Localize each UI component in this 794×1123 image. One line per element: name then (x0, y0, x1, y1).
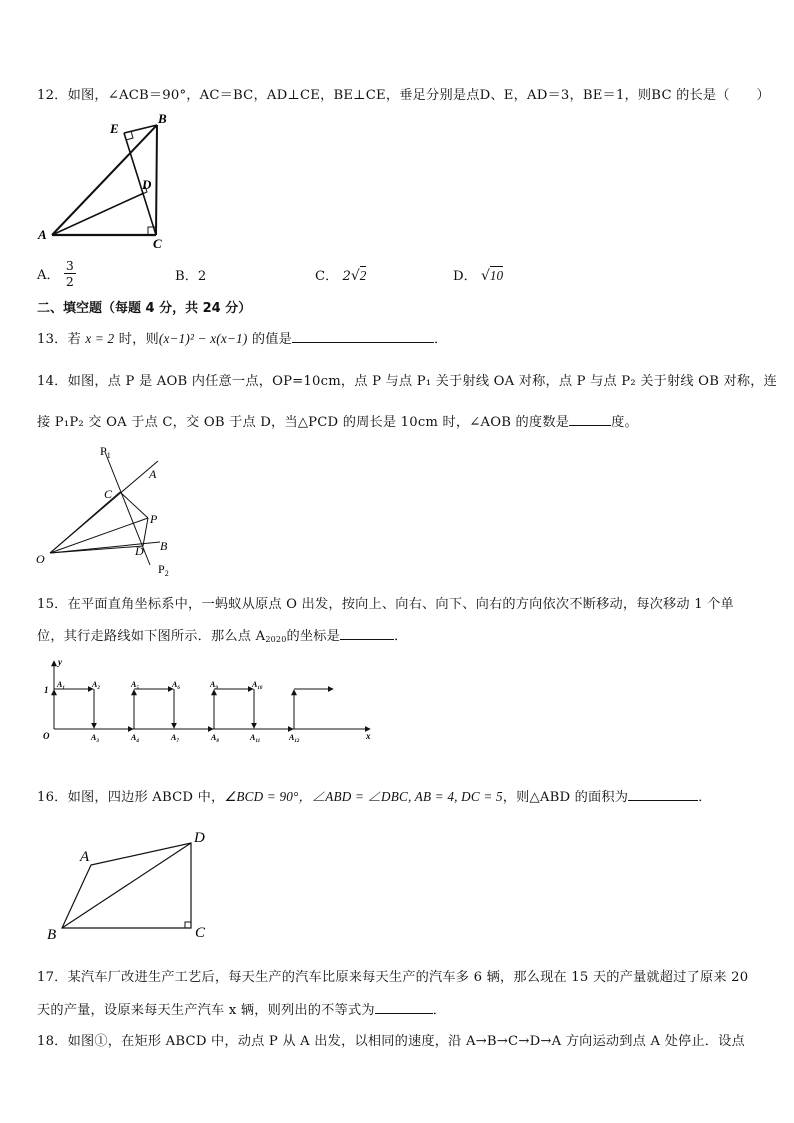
q12-label-C: C (153, 236, 162, 251)
q14-figure (36, 443, 186, 578)
q13-answer-blank[interactable] (292, 330, 434, 343)
q12-label-A: A (38, 227, 47, 242)
q17-stem-line1: 17．某汽车厂改进生产工艺后，每天生产的汽车比原来每天生产的汽车多 6 辆，那么现在 15 天的产量就超过了原来 20 (37, 970, 749, 985)
q16-label-D: D (194, 830, 205, 846)
q15-origin-label: O (43, 731, 50, 741)
q15-label-A12: $A_{12}$ (289, 733, 300, 744)
option-a-label: A． (37, 268, 60, 283)
q12-option-d (453, 265, 503, 284)
q14-label-O: O (36, 552, 45, 566)
q15-stem-line1: 15．在平面直角坐标系中，一蚂蚁从原点 O 出发，按向上、向右、向下、向右的方向依次不断移动，每次移动 1 个单 (37, 597, 734, 612)
q16-answer-blank[interactable] (628, 788, 698, 801)
option-b-label: B． (175, 269, 198, 284)
q16-stem: 16．如图，四边形 ABCD 中，∠BCD = 90°，∠ABD = ∠DBC, AB = 4, DC = 5，则△ABD 的面积为 ． (37, 789, 712, 805)
option-c-coefficient: 2 (342, 269, 351, 284)
q13-expression: (x−1)² − x(x−1) (158, 331, 248, 346)
q14-label-P2: $P_2$ (158, 562, 169, 578)
q16-condition: ∠BCD = 90°，∠ABD = ∠DBC, AB = 4, DC = 5 (224, 789, 503, 804)
q12-label-D: D (142, 177, 152, 192)
q15-stem-line2: 位，其行走路线如下图所示．那么点 A2020的坐标是 ． (37, 629, 408, 644)
q13-condition: x = 2 (85, 331, 115, 346)
q14-answer-blank[interactable] (569, 413, 611, 426)
q15-label-A3: $A_3$ (91, 733, 99, 744)
q12-option-c (315, 265, 366, 284)
q14-label-B: B (160, 539, 168, 553)
q12-stem: 12．如图，∠ACB＝90°，AC＝BC，AD⊥CE，BE⊥CE，垂足分别是点D、E，AD＝3，BE＝1，则BC 的长是（ ） (37, 88, 770, 103)
q14-label-A: A (149, 467, 157, 481)
option-c-sqrt: √2 (350, 268, 367, 284)
q12-figure (36, 111, 176, 251)
q14-label-P: P (150, 512, 158, 526)
q15-label-A1: $A_1$ (57, 680, 65, 691)
q18-stem-line1: 18．如图①，在矩形 ABCD 中，动点 P 从 A 出发，以相同的速度，沿 A→B→C→D→A 方向运动到点 A 处停止．设点 (37, 1034, 745, 1049)
q15-label-A8: $A_8$ (211, 733, 219, 744)
option-a-fraction (64, 258, 76, 289)
q13-stem: 13．若 x = 2 时，则(x−1)² − x(x−1) 的值是 ． (37, 331, 448, 347)
q14-label-P1: $P_1$ (100, 444, 111, 460)
q15-label-A11: $A_{11}$ (250, 733, 261, 744)
q15-axis-y-label: y (58, 657, 62, 667)
q16-figure (44, 825, 219, 945)
q15-label-A9: $A_9$ (210, 680, 218, 691)
section-title: 二、填空题（每题 4 分，共 24 分） (37, 301, 252, 316)
option-a-denominator: 2 (65, 274, 74, 289)
q15-tick-1: 1 (44, 685, 49, 695)
q15-label-A5: $A_5$ (131, 680, 139, 691)
q12-option-a (37, 258, 76, 289)
q14-label-C: C (104, 487, 113, 501)
q15-label-A2: $A_2$ (92, 680, 100, 691)
option-a-numerator: 3 (65, 258, 74, 273)
option-d-sqrt: √10 (480, 268, 504, 284)
q12-option-b (175, 265, 206, 284)
q15-answer-blank[interactable] (340, 627, 394, 640)
q17-answer-blank[interactable] (375, 1001, 433, 1014)
q14-stem-line1: 14．如图，点 P 是 AOB 内任意一点，OP=10cm，点 P 与点 P₁ 关于射线 OA 对称，点 P 与点 P₂ 关于射线 OB 对称，连 (37, 374, 778, 389)
q14-stem-line2: 接 P₁P₂ 交 OA 于点 C，交 OB 于点 D，当△PCD 的周长是 10cm 时，∠AOB 的度数是 度。 (37, 415, 638, 430)
q12-label-B: B (158, 111, 167, 126)
option-b-value: 2 (197, 269, 207, 284)
q15-label-A4: $A_4$ (131, 733, 139, 744)
q15-figure (40, 655, 380, 745)
q15-label-A7: $A_7$ (171, 733, 179, 744)
q14-label-D: D (135, 544, 144, 558)
q15-axis-x-label: x (366, 731, 371, 741)
q16-label-A: A (80, 849, 90, 865)
q16-label-C: C (195, 925, 206, 941)
option-d-label: D． (453, 269, 477, 284)
q15-label-A10: $A_{10}$ (252, 680, 263, 691)
q15-label-A6: $A_6$ (172, 680, 180, 691)
q17-stem-line2: 天的产量，设原来每天生产汽车 x 辆，则列出的不等式为 ． (37, 1003, 447, 1018)
option-c-label: C． (315, 269, 339, 284)
q12-label-E: E (110, 121, 119, 136)
q16-label-B: B (47, 927, 57, 943)
